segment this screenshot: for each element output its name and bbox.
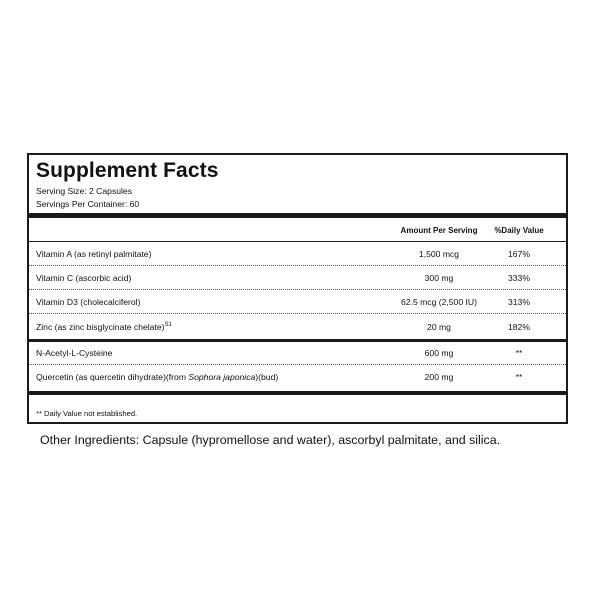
nutrient-dv: 167%	[508, 249, 530, 259]
table-row	[29, 266, 566, 289]
nutrient-name: Vitamin D3 (cholecalciferol)	[36, 297, 141, 307]
nutrient-amount: 200 mg	[424, 372, 454, 382]
nutrient-name	[36, 322, 172, 332]
nutrient-name: N-Acetyl-L-Cysteine	[36, 348, 113, 358]
panel-title: Supplement Facts	[36, 159, 219, 182]
footnote-marker: S1	[164, 322, 172, 329]
nutrient-name: Vitamin C (ascorbic acid)	[36, 273, 132, 283]
name-italic-part: Sophora japonica	[188, 372, 256, 382]
nutrient-name: Vitamin A (as retinyl palmitate)	[36, 249, 152, 259]
row-divider	[29, 313, 566, 314]
other-ingredients: Other Ingredients: Capsule (hypromellose and water), ascorbyl palmitate, and silica.	[40, 433, 501, 447]
table-row	[29, 341, 566, 364]
thick-divider	[29, 213, 566, 218]
nutrient-amount: 300 mg	[424, 273, 454, 283]
nutrient-dv: 182%	[508, 322, 530, 332]
nutrient-amount: 600 mg	[424, 348, 454, 358]
nutrient-dv: 313%	[508, 297, 530, 307]
table-row	[29, 290, 566, 313]
nutrient-dv: 333%	[508, 273, 530, 283]
table-row	[29, 242, 566, 265]
table-row	[29, 365, 566, 388]
nutrient-name	[36, 372, 278, 382]
nutrient-amount: 62.5 mcg (2,500 IU)	[401, 297, 477, 307]
nutrient-dv: **	[515, 348, 523, 358]
table-row	[29, 315, 566, 338]
nutrient-amount: 1,500 mcg	[418, 249, 460, 259]
serving-size: Serving Size: 2 Capsules	[36, 186, 133, 196]
nutrient-dv: **	[515, 372, 523, 382]
nutrient-amount: 20 mg	[427, 322, 451, 332]
name-part: Quercetin (as quercetin dihydrate)(from	[36, 372, 189, 382]
bottom-divider	[29, 391, 566, 395]
footnote: ** Daily Value not established.	[36, 409, 138, 418]
nutrient-name-text: Zinc (as zinc bisglycinate chelate)	[36, 322, 165, 332]
amount-column-header: Amount Per Serving	[400, 226, 478, 235]
supplement-facts-panel	[27, 153, 568, 424]
name-part: )(bud)	[255, 372, 279, 382]
daily-value-column-header: %Daily Value	[494, 226, 544, 235]
servings-per-container: Servings Per Container: 60	[36, 199, 140, 209]
